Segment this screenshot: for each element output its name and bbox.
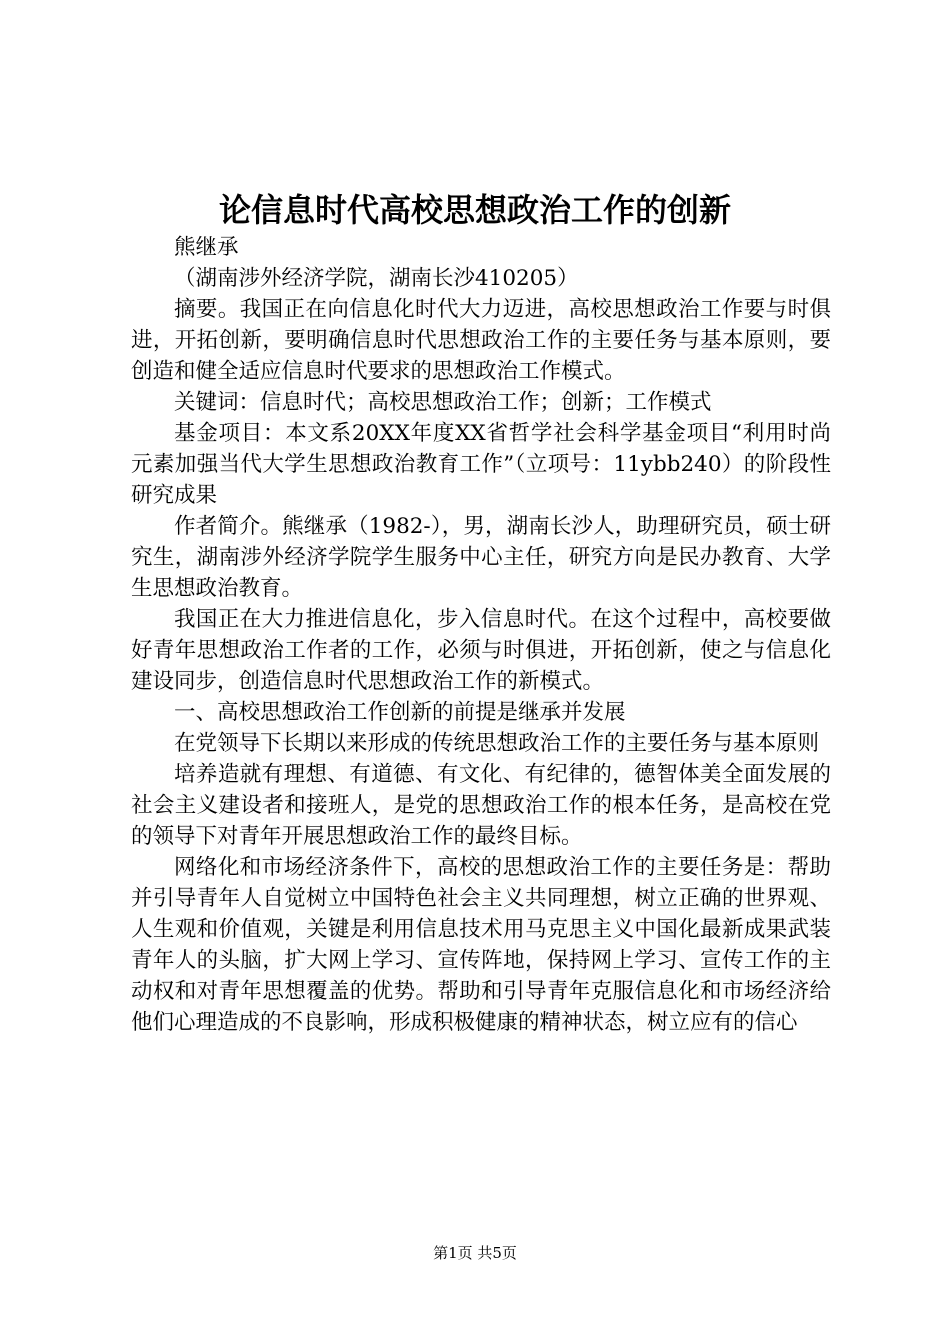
body-paragraph: 我国正在大力推进信息化，步入信息时代。在这个过程中，高校要做好青年思想政治工作者的工作，必须与时俱进，开拓创新，使之与信息化建设同步，创造信息时代思想政治工作的新模式。 <box>131 607 831 694</box>
funding-paragraph: 基金项目：本文系20XX年度XX省哲学社会科学基金项目“利用时尚元素加强当代大学生思想政治教育工作”（立项号：11ybb240）的阶段性研究成果 <box>131 421 831 508</box>
keywords-paragraph: 关键词：信息时代；高校思想政治工作；创新；工作模式 <box>174 390 712 415</box>
body-paragraph: 在党领导下长期以来形成的传统思想政治工作的主要任务与基本原则 <box>174 731 820 756</box>
author-affiliation: （湖南涉外经济学院，湖南长沙410205） <box>174 266 579 291</box>
abstract-paragraph: 摘要。我国正在向信息化时代大力迈进，高校思想政治工作要与时俱进，开拓创新，要明确信息时代思想政治工作的主要任务与基本原则，要创造和健全适应信息时代要求的思想政治工作模式。 <box>131 297 831 384</box>
page-footer: 第1页 共5页 <box>433 1244 517 1262</box>
author-bio-paragraph: 作者简介。熊继承（1982-），男，湖南长沙人，助理研究员，硕士研究生，湖南涉外经济学院学生服务中心主任，研究方向是民办教育、大学生思想政治教育。 <box>131 514 831 601</box>
section-heading: 一、高校思想政治工作创新的前提是继承并发展 <box>174 700 626 725</box>
author-name: 熊继承 <box>174 235 239 260</box>
body-paragraph: 网络化和市场经济条件下，高校的思想政治工作的主要任务是：帮助并引导青年人自觉树立中国特色社会主义共同理想，树立正确的世界观、人生观和价值观，关键是利用信息技术用马克思主义中国化最新成果武装青年人的头脑，扩大网上学习、宣传阵地，保持网上学习、宣传工作的主动权和对青年思想覆盖的优势。帮助和引导青年克服信息化和市场经济给他们心理造成的不良影响，形成积极健康的精神状态，树立应有的信心 <box>131 855 831 1035</box>
body-paragraph: 培养造就有理想、有道德、有文化、有纪律的，德智体美全面发展的社会主义建设者和接班人，是党的思想政治工作的根本任务，是高校在党的领导下对青年开展思想政治工作的最终目标。 <box>131 762 831 849</box>
document-body <box>131 232 831 1038</box>
document-title: 论信息时代高校思想政治工作的创新 <box>218 191 731 229</box>
